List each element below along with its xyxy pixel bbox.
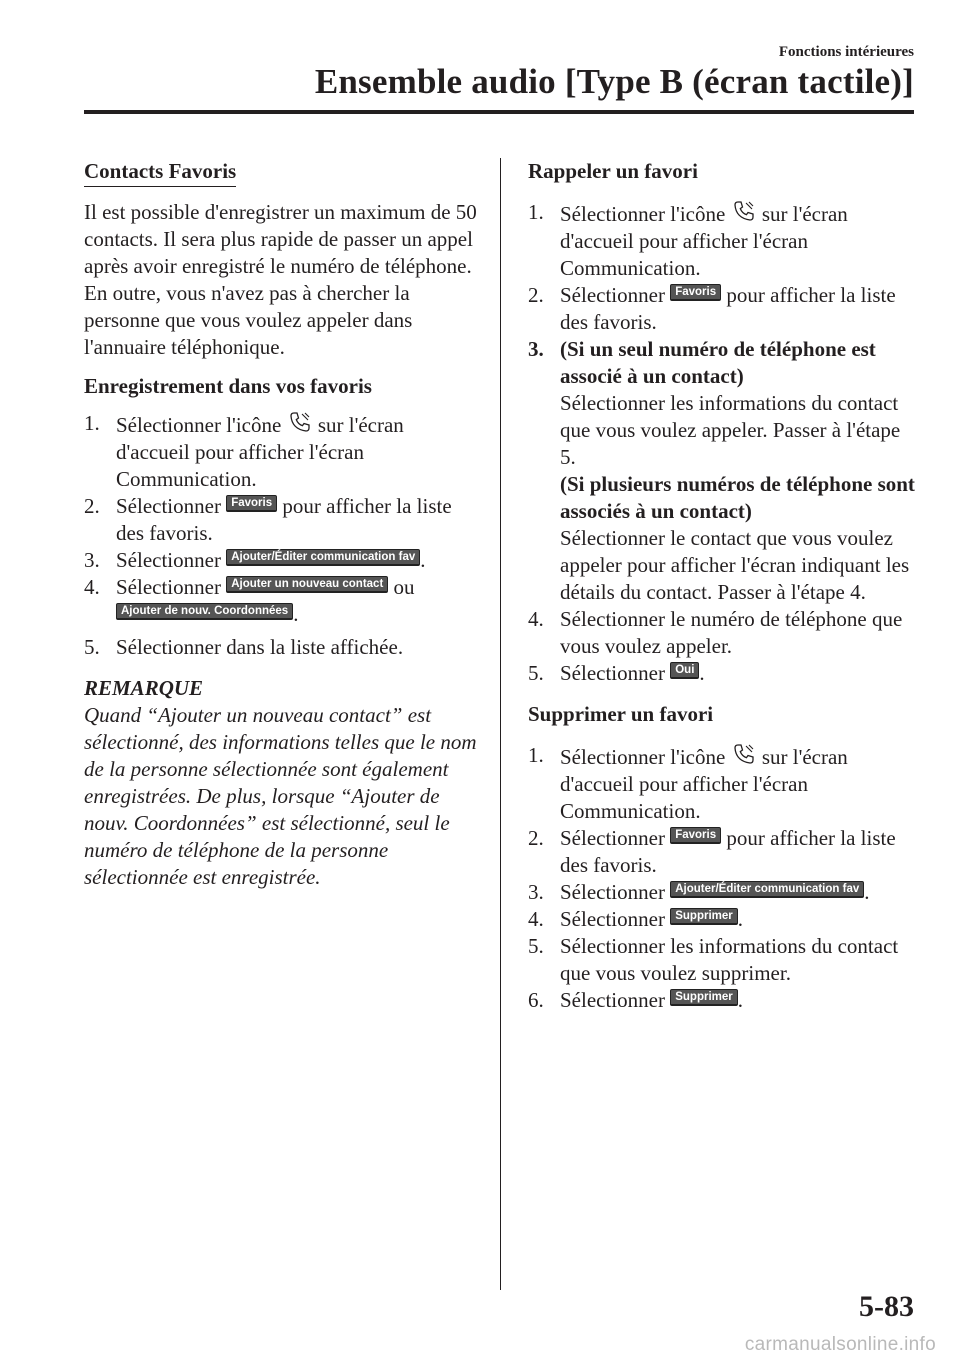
recall-step-2: 2. Sélectionner Favoris pour afficher la liste des favoris. (528, 283, 896, 334)
column-divider (500, 158, 501, 1290)
subheading-register: Enregistrement dans vos favoris (84, 374, 372, 398)
delete-step-6: 6. Sélectionner Supprimer . (528, 988, 743, 1012)
register-step-5: 5. Sélectionner dans la liste affichée. (84, 635, 404, 659)
section-title-favorites: Contacts Favoris (84, 158, 236, 187)
phone-handset-icon (288, 410, 312, 434)
delete-step-3: 3. Sélectionner Ajouter/Éditer communication fav . (528, 880, 870, 904)
favoris-button: Favoris (670, 827, 721, 844)
delete-step-4: 4. Sélectionner Supprimer . (528, 907, 743, 931)
favoris-button: Favoris (226, 495, 277, 512)
condition-multiple-numbers: (Si plusieurs numéros de téléphone sont associés à un contact) (560, 472, 915, 523)
supprimer-button: Supprimer (670, 908, 738, 925)
remark-title: REMARQUE (84, 676, 204, 700)
instruction-multiple-numbers: Sélectionner le contact que vous voulez appeler pour afficher l'écran indiquant les détails du contact. Passer à l'étape 4. (560, 526, 910, 604)
delete-steps (528, 742, 920, 1014)
condition-single-number: (Si un seul numéro de téléphone est associé à un contact) (560, 337, 876, 388)
watermark: carmanualsonline.info (744, 1334, 936, 1355)
add-edit-fav-button: Ajouter/Éditer communication fav (670, 881, 864, 898)
page-title: Ensemble audio [Type B (écran tactile)] (314, 62, 914, 101)
page-number: 5-83 (859, 1290, 914, 1323)
register-step-3: 3. Sélectionner Ajouter/Éditer communication fav . (84, 548, 426, 572)
right-column (528, 158, 920, 1014)
phone-handset-icon (732, 742, 756, 766)
instruction-single-number: Sélectionner les informations du contact que vous voulez appeler. Passer à l'étape 5. (560, 391, 901, 469)
recall-step-5: 5. Sélectionner Oui . (528, 661, 705, 685)
add-edit-fav-button: Ajouter/Éditer communication fav (226, 549, 420, 566)
register-steps (84, 410, 480, 661)
favoris-button: Favoris (670, 284, 721, 301)
oui-button: Oui (670, 662, 699, 679)
supprimer-button: Supprimer (670, 989, 738, 1006)
intro-paragraph: Il est possible d'enregistrer un maximum de 50 contacts. Il sera plus rapide de passer un appel après avoir enregistré le numéro de téléphone. En outre, vous n'avez pas à chercher la personne que vous voulez appeler dans l'annuaire téléphonique. (84, 200, 477, 359)
subheading-recall: Rappeler un favori (528, 159, 698, 183)
left-column (84, 158, 480, 891)
recall-step-1: 1. Sélectionner l'icône sur l'écran d'accueil pour afficher l'écran Communication. (528, 200, 848, 280)
header-rule (84, 110, 914, 114)
add-new-contact-button: Ajouter un nouveau contact (226, 576, 388, 593)
delete-step-5: 5. Sélectionner les informations du contact que vous voulez supprimer. (528, 934, 899, 985)
subheading-delete: Supprimer un favori (528, 702, 714, 726)
phone-handset-icon (732, 199, 756, 223)
register-step-1: 1. Sélectionner l'icône sur l'écran d'accueil pour afficher l'écran Communication. (84, 411, 404, 491)
recall-steps (528, 199, 920, 687)
register-step-4: 4. Sélectionner Ajouter un nouveau contact ou Ajouter de nouv. Coordonnées . (84, 575, 415, 626)
recall-step-3: 3. (Si un seul numéro de téléphone est associé à un contact) Sélectionner les informations du contact que vous voulez appeler. Passer à l'étape 5. (Si plusieurs numéros de téléphone sont associés à un contact) Sélectionner le contact que vous voulez appeler pour afficher l'écran indiquant les détails du contact. Passer à l'étape 4. (528, 336, 920, 606)
remark-block (84, 675, 480, 891)
delete-step-2: 2. Sélectionner Favoris pour afficher la liste des favoris. (528, 826, 896, 877)
recall-step-4: 4. Sélectionner le numéro de téléphone que vous voulez appeler. (528, 607, 903, 658)
remark-text: Quand “Ajouter un nouveau contact” est sélectionné, des informations telles que le nom de la personne sélectionnée sont également enregistrées. De plus, lorsque “Ajouter de nouv. Coordonnées” est sélectionné, seul le numéro de téléphone de la personne sélectionnée est enregistrée. (84, 703, 477, 889)
delete-step-1: 1. Sélectionner l'icône sur l'écran d'accueil pour afficher l'écran Communication. (528, 743, 848, 823)
add-new-coords-button: Ajouter de nouv. Coordonnées (116, 603, 293, 620)
header-section-label: Fonctions intérieures (778, 44, 914, 60)
register-step-2: 2. Sélectionner Favoris pour afficher la liste des favoris. (84, 494, 452, 545)
